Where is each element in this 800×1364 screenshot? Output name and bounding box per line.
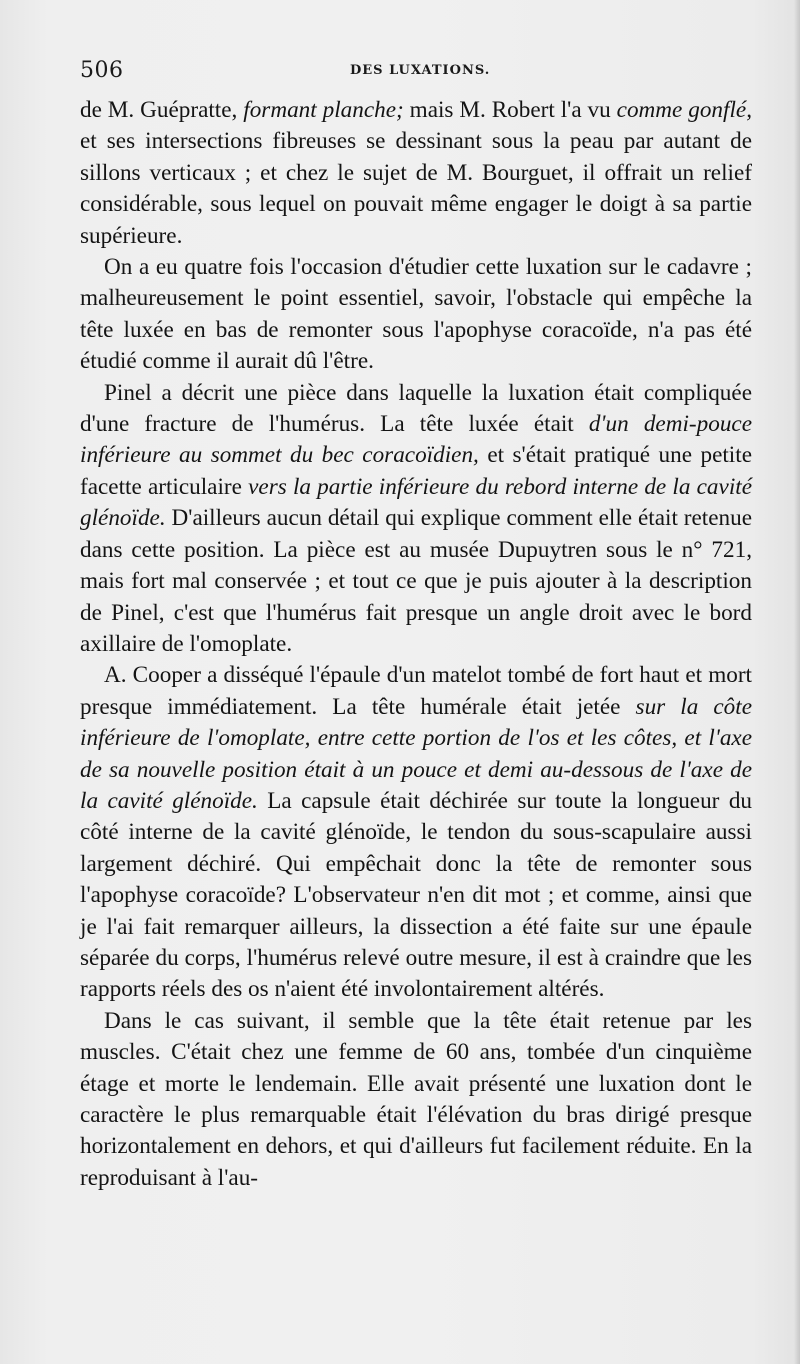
text-segment: et s'était pratiqué une petite facette articulaire — [80, 442, 752, 500]
text-segment: et ses intersections fibreuses se dessinant sous la peau par autant de sillons verticaux ; et chez le sujet de M. Bourguet, il offrait un relief considérable, sous lequel on pouvait même engager le doigt à sa partie supérieure. — [80, 128, 752, 249]
text-segment: Dans le cas suivant, il semble que la tête était retenue par les muscles. C'était chez une femme de 60 ans, tombée d'un cinquième étage et morte le lendemain. Elle avait présenté une luxation dont le caractère le plus remarquable était l'élévation du bras dirigé presque horizontalement en dehors, et qui d'ailleurs fut facilement réduite. En la reproduisant à l'au- — [80, 1007, 752, 1191]
text-segment: de M. Guépratte, — [80, 97, 244, 123]
text-segment: Pinel a décrit une pièce dans laquelle la luxation était compliquée d'une fracture de l'humérus. La tête luxée était — [80, 379, 752, 438]
paragraph — [80, 95, 752, 252]
italic-text-segment: vers la partie inférieure du rebord interne de la cavité glénoïde. — [80, 473, 752, 532]
page-header — [80, 58, 752, 84]
running-head: DES LUXATIONS. — [350, 63, 491, 78]
text-segment: La capsule était déchirée sur toute la longueur du côté interne de la cavité glénoïde, le tendon du sous-scapulaire aussi largement déchiré. Qui empêchait donc la tête de remonter sous l'apophyse coracoïde? L'observateur n'en dit mot ; et comme, ainsi que je l'ai fait remarquer ailleurs, la dissection a été faite sur une épaule séparée du corps, l'humérus relevé outre mesure, il est à craindre que les rapports réels des os n'aient été involontairement altérés. — [80, 787, 753, 1003]
italic-text-segment: d'un demi-pouce inférieure au sommet du bec coracoïdien, — [80, 411, 752, 469]
text-segment: A. Cooper a disséqué l'épaule d'un matelot tombé de fort haut et mort presque immédiatement. La tête humérale était jetée — [80, 662, 752, 720]
page-number: 506 — [80, 58, 124, 83]
paragraph — [80, 1006, 752, 1194]
italic-text-segment: formant planche; — [243, 97, 404, 123]
paragraph — [80, 660, 752, 1005]
paragraph — [80, 378, 752, 661]
page-edge-shadow — [794, 0, 800, 1364]
italic-text-segment: sur la côte inférieure de l'omoplate, entre cette portion de l'os et les côtes, et l'axe de sa nouvelle position était à un pouce et demi au-dessous de l'axe de la cavité glénoïde. — [80, 693, 752, 814]
text-segment: D'ailleurs aucun détail qui explique comment elle était retenue dans cette position. La pièce est au musée Dupuytren sous le n° 721, mais fort mal conservée ; et tout ce que je puis ajouter à la description de Pinel, c'est que l'humérus fait presque un angle droit avec le bord axillaire de l'omoplate. — [80, 505, 752, 657]
italic-text-segment: comme gonflé, — [616, 97, 752, 123]
paragraph — [80, 252, 752, 378]
body-text — [80, 95, 752, 1194]
text-segment: mais M. Robert l'a vu — [403, 97, 617, 123]
text-segment: On a eu quatre fois l'occasion d'étudier cette luxation sur le cadavre ; malheureusement le point essentiel, savoir, l'obstacle qui empêche la tête luxée en bas de remonter sous l'apophyse coracoïde, n'a pas été étudié comme il aurait dû l'être. — [80, 254, 752, 375]
